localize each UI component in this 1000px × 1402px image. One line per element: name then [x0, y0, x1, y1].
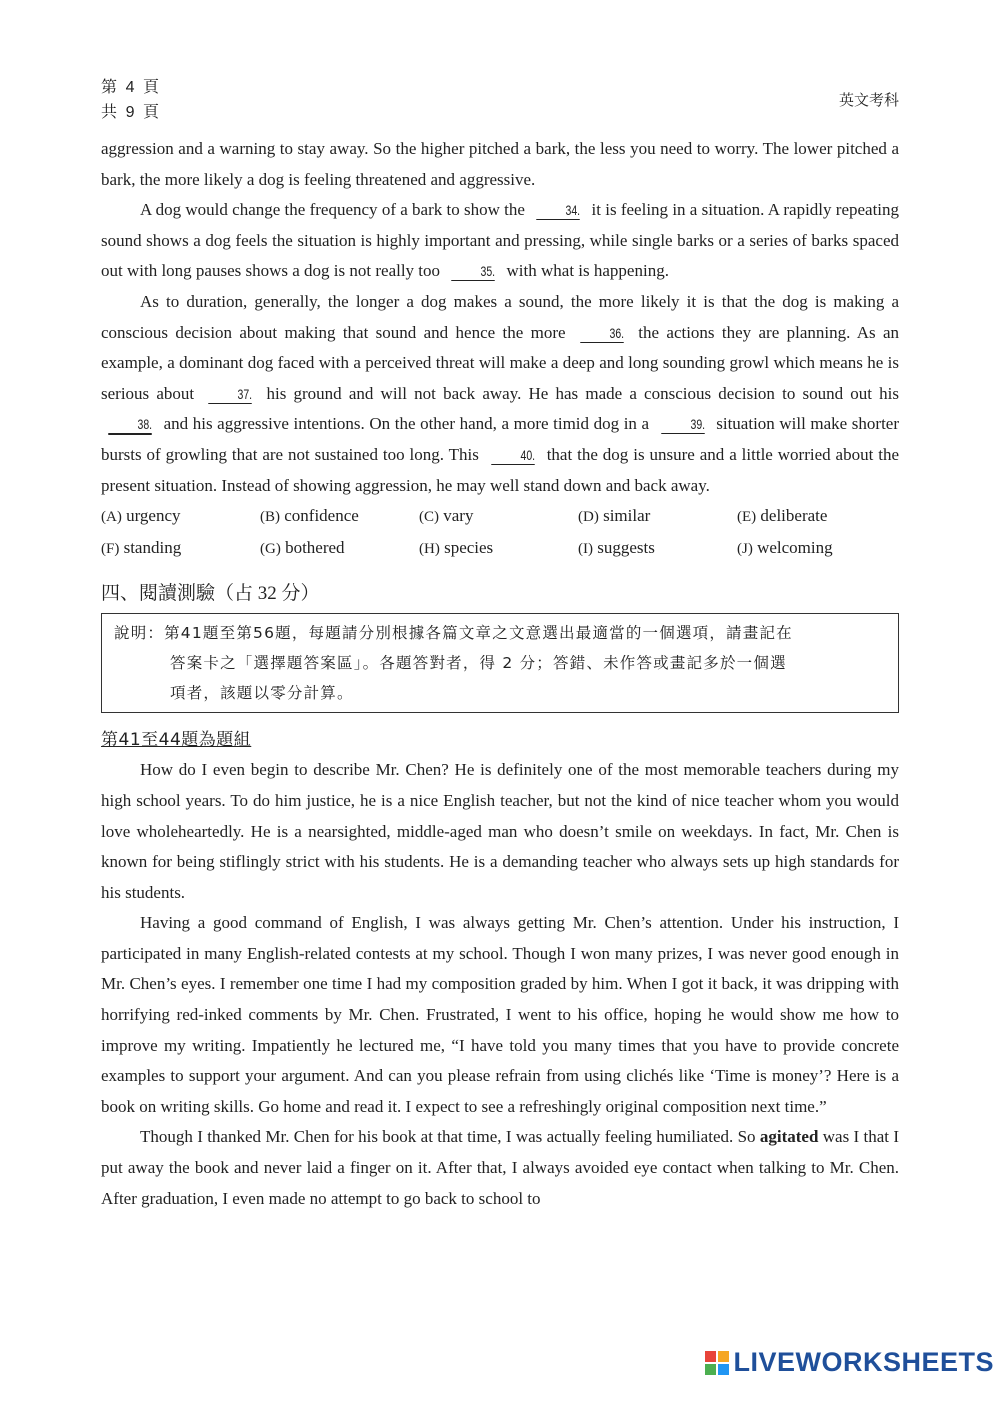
instructions-box: 說明：第41題至第56題，每題請分別根據各篇文章之文意選出最適當的一個選項，請畫記在 答案卡之「選擇題答案區」。各題答對者，得 2 分；答錯、未作答或畫記多於一個選 項者，該題以零分計算。 [101, 613, 899, 713]
highlighted-word: agitated [759, 1127, 819, 1147]
option-g: (G) bothered [260, 537, 345, 557]
cloze-paragraph-3: As to duration, generally, the longer a dog makes a sound, the more likely it is that the dog is making a conscious decision about making that sound and hence the more 36. the actions they are planning. As an example, a dominant dog faced with a perceived threat will make a deep and long sounding growl which means he is serious about 37. his ground and will not back away. He has made a conscious decision to sound out his 38. and his aggressive intentions. On the other hand, a more timid dog in a 39. situation will make shorter bursts of growling that are not sustained too long. This 40. that the dog is unsure and a little worried about the present situation. Instead of showing aggression, he may well stand down and back away. [101, 291, 900, 495]
logo-blocks-icon [705, 1351, 729, 1375]
blank-37[interactable]: 37. [209, 385, 253, 404]
option-list [101, 501, 899, 564]
option-j: (J) welcoming [737, 537, 833, 557]
reading-paragraph-1: How do I even begin to describe Mr. Chen? He is definitely one of the most memorable teachers during my high school years. To do him justice, he is a nice English teacher, but not the kind of nice teacher whom you would love wholeheartedly. He is a nearsighted, middle-aged man who doesn’t smile on weekdays. In fact, Mr. Chen is known for being stiflingly strict with his students. He is a demanding teacher who always sets up high standards for his students. [101, 760, 899, 902]
total-pages: 共 9 頁 [101, 104, 160, 121]
page-number-block [101, 75, 159, 125]
option-a: (A) urgency [101, 506, 181, 526]
blank-38[interactable]: 38. [108, 415, 152, 435]
liveworksheets-logo[interactable]: LIVEWORKSHEETS [705, 1347, 994, 1378]
option-i: (I) suggests [578, 537, 655, 557]
page-content [101, 134, 899, 1214]
current-page: 第 4 頁 [101, 79, 160, 96]
reading-paragraph-2: Having a good command of English, I was always getting Mr. Chen’s attention. Under his instruction, I participated in many English-related contests at my school. Though I won many prizes, I was never good enough in Mr. Chen’s eyes. I remember one time I had my composition graded by him. When I got it back, it was dripping with horrifying red-inked comments by Mr. Chen. Frustrated, I went to his office, hoping he would show me how to improve my writing. Impatiently he lectured me, “I have told you many times that you have to provide concrete examples to support your argument. And can you please refrain from using clichés like ‘Time is money’? Here is a book on writing skills. Go home and read it. I expect to see a refreshingly original composition next time.” [101, 913, 899, 1116]
subject-label: 英文考科 [838, 93, 899, 109]
option-b: (B) confidence [260, 506, 359, 526]
reading-paragraph-3: Though I thanked Mr. Chen for his book at that time, I was actually feeling humiliated. So agitated was I that I put away the book and never laid a finger on it. After that, I always avoided eye contact when talking to Mr. Chen. After graduation, I even made no attempt to go back to school to [101, 1127, 900, 1208]
cloze-paragraph-1: aggression and a warning to stay away. So the higher pitched a bark, the less you need to worry. The lower pitched a bark, the more likely a dog is feeling threatened and aggressive. [101, 139, 899, 189]
blank-40[interactable]: 40. [491, 446, 535, 465]
section-title: 四、閱讀測驗（占 32 分） [101, 583, 320, 605]
option-f: (F) standing [101, 537, 182, 557]
option-c: (C) vary [419, 506, 474, 526]
cloze-paragraph-2: A dog would change the frequency of a bark to show the 34. it is feeling in a situation. A rapidly repeating sound shows a dog feels the situation is highly important and pressing, while single barks or a series of barks spaced out with long pauses shows a dog is not really too 35. with what is happening. [101, 200, 900, 281]
question-group-title: 第41至44題為題組 [101, 730, 252, 751]
option-h: (H) species [419, 537, 494, 557]
blank-35[interactable]: 35. [452, 262, 496, 281]
option-d: (D) similar [578, 506, 651, 526]
blank-39[interactable]: 39. [661, 415, 705, 434]
blank-36[interactable]: 36. [580, 324, 624, 343]
blank-34[interactable]: 34. [537, 201, 581, 220]
option-e: (E) deliberate [737, 506, 828, 526]
